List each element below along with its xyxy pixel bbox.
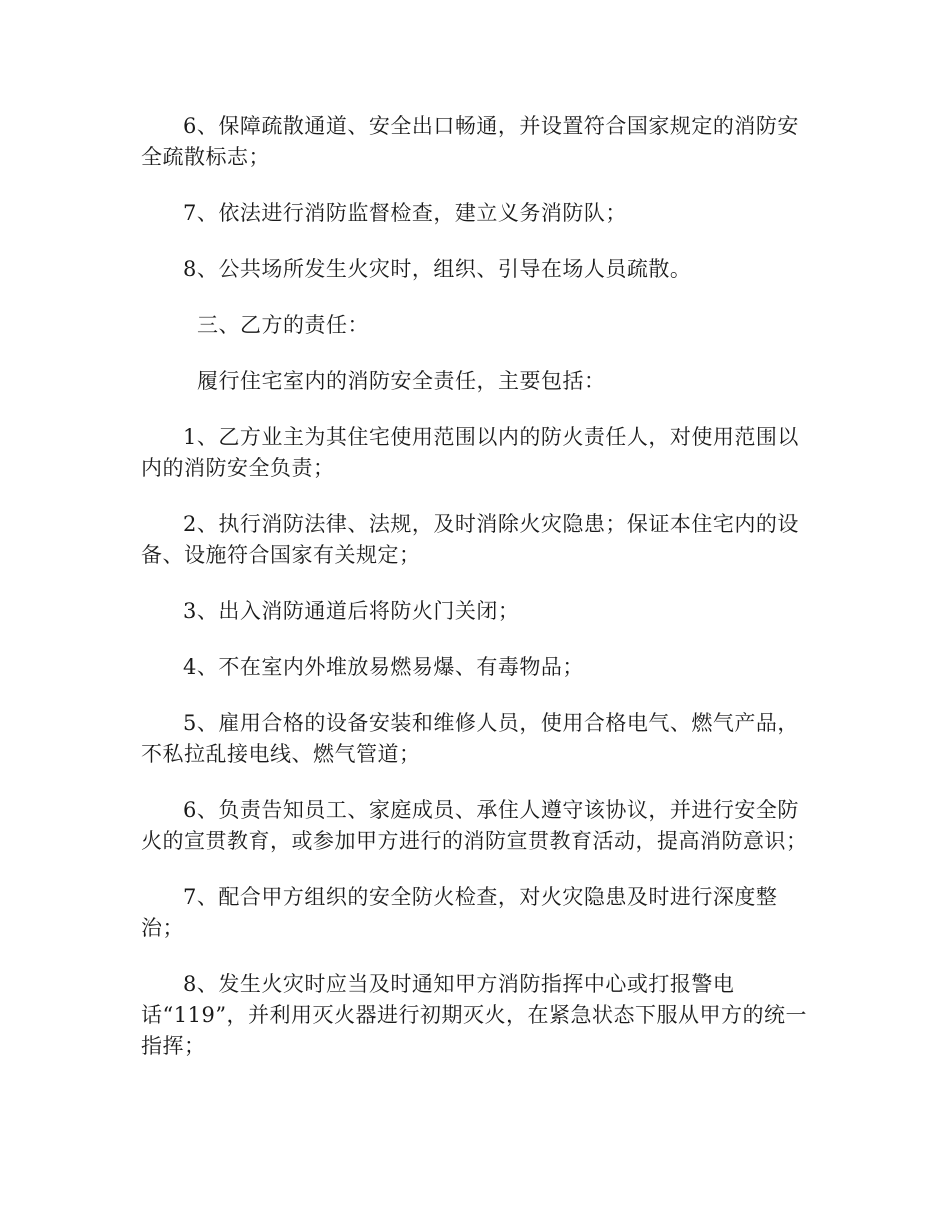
responsibility-item-5: 5、雇用合格的设备安装和维修人员，使用合格电气、燃气产品，不私拉乱接电线、燃气管道； [141, 711, 799, 766]
responsibility-item-1: 1、乙方业主为其住宅使用范围以内的防火责任人，对使用范围以内的消防安全负责； [141, 425, 799, 480]
responsibility-item-6: 6、负责告知员工、家庭成员、承住人遵守该协议，并进行安全防火的宣贯教育，或参加甲方进行的消防宣贯教育活动，提高消防意识； [141, 798, 808, 853]
section-lead-text: 履行住宅室内的消防安全责任，主要包括： [197, 369, 606, 393]
section-heading-party-b: 三、乙方的责任： [197, 313, 369, 337]
responsibility-item-2: 2、执行消防法律、法规，及时消除火灾隐患；保证本住宅内的设备、设施符合国家有关规定； [141, 512, 799, 567]
responsibility-item-3: 3、出入消防通道后将防火门关闭； [183, 599, 520, 623]
paragraph-item-8: 8、公共场所发生火灾时，组织、引导在场人员疏散。 [183, 257, 692, 281]
responsibility-item-4: 4、不在室内外堆放易燃易爆、有毒物品； [183, 655, 584, 679]
responsibility-item-8: 8、发生火灾时应当及时通知甲方消防指挥中心或打报警电话“119”，并利用灭火器进行初期灭火，在紧急状态下服从甲方的统一指挥； [141, 972, 808, 1058]
responsibility-item-7: 7、配合甲方组织的安全防火检查，对火灾隐患及时进行深度整治； [141, 885, 778, 940]
paragraph-item-7: 7、依法进行消防监督检查，建立义务消防队； [183, 201, 627, 225]
document-body [141, 111, 809, 1087]
paragraph-item-6: 6、保障疏散通道、安全出口畅通，并设置符合国家规定的消防安全疏散标志； [141, 114, 799, 169]
